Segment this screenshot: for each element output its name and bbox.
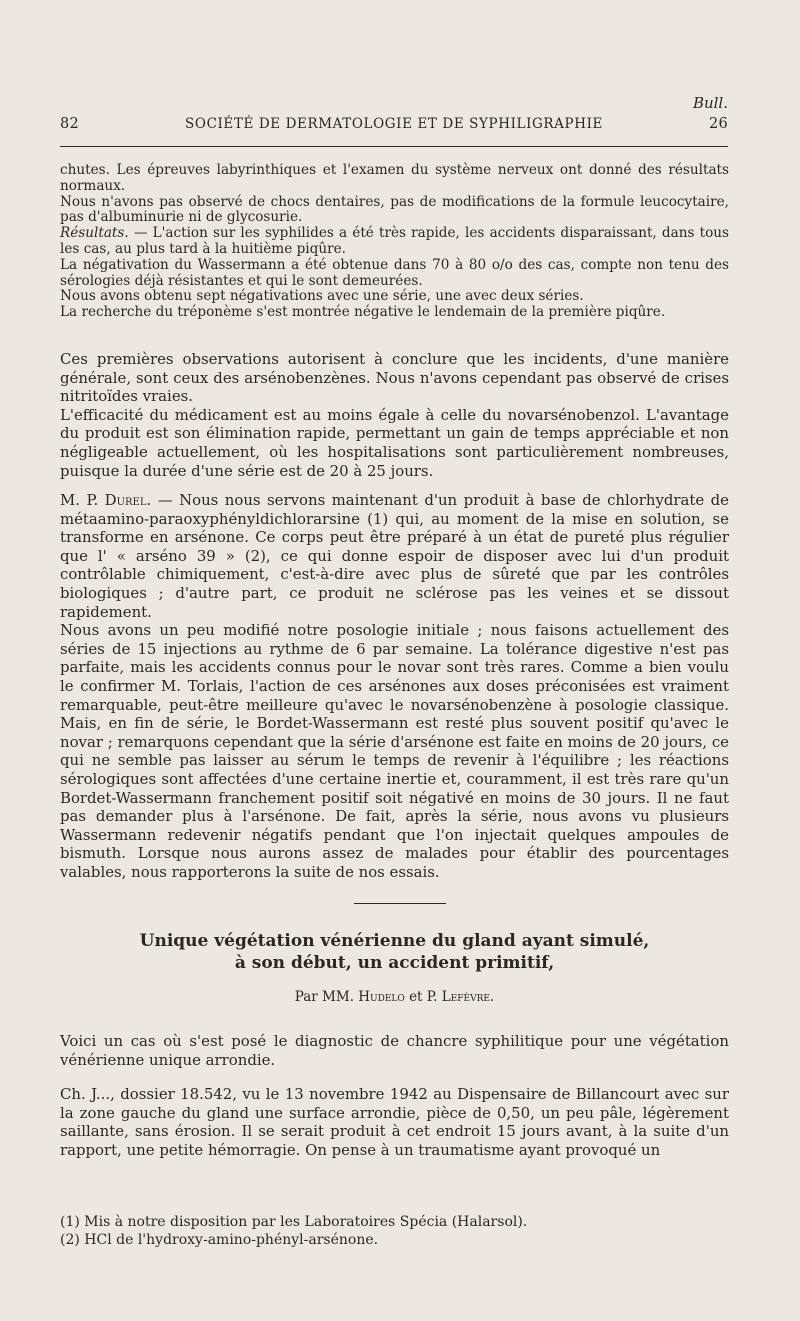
paragraph: Nous avons obtenu sept négativations avec une série, une avec deux séries. (60, 288, 584, 305)
paragraph (60, 226, 729, 258)
running-title: SOCIÉTÉ DE DERMATOLOGIE ET DE SYPHILIGRAPHIE (185, 116, 603, 132)
page-number: 82 (60, 116, 80, 132)
paragraph (60, 491, 729, 621)
footnotes (60, 1213, 729, 1249)
article-title (60, 930, 729, 974)
author-name: Lefèvre (441, 989, 490, 1005)
article-title-line: à son début, un accident primitif, (234, 953, 555, 973)
paragraph: Nous n'avons pas observé de chocs dentaires, pas de modifications de la formule leucocytaire, pas d'albuminurie ni de glycosurie. (60, 193, 729, 226)
paragraph: La négativation du Wassermann a été obtenue dans 70 à 80 o/o des cas, compte non tenu des sérologies déjà résistantes et qui le sont demeurées. (60, 256, 729, 289)
results-label: Résultats. (60, 225, 129, 242)
header-rule (60, 146, 728, 147)
paragraph: La recherche du tréponème s'est montrée négative le lendemain de la première piqûre. (60, 304, 666, 321)
footnote: (2) HCl de l'hydroxy-amino-phényl-arsénone. (60, 1232, 379, 1248)
paragraph: Nous avons un peu modifié notre posologie initiale ; nous faisons actuellement des séries de 15 injections au rythme de 6 par semaine. La tolérance digestive n'est pas parfaite, mais les accidents connus pour le novar sont très rares. Comme a bien voulu le confirmer M. Torlais, l'action de ces arsénones aux doses préconisées est vraiment remarquable, peut-être meilleure qu'avec le novarsénobenzène à posologie classique. Mais, en fin de série, le Bordet-Wassermann est resté plus souvent positif qu'avec le novar ; remarquons cependant que la série d'arsénone est faite en moins de 20 jours, ce qui ne semble pas laisser au sérum le temps de revenir à l'équilibre ; les réactions sérologiques sont affectées d'une certaine inertie et, couramment, il est très rare qu'un Bordet-Wassermann franchement positif soit négativé en moins de 30 jours. Il ne faut pas demander plus à l'arsénone. De fait, après la série, nous avons vu plusieurs Wassermann redevenir négatifs pendant que l'on injectait quelques ampoules de bismuth. Lorsque nous aurons assez de malades pour établir des pourcentages valables, nous rapporterons la suite de nos essais. (60, 621, 729, 881)
paragraph: chutes. Les épreuves labyrinthiques et l'examen du système nerveux ont donné des résultats normaux. (60, 162, 729, 194)
paragraph: Ch. J..., dossier 18.542, vu le 13 novembre 1942 au Dispensaire de Billancourt avec sur la zone gauche du gland une surface arrondie, pièce de 0,50, un peu pâle, légèrement saillante, sans érosion. Il se serait produit à cet endroit 15 jours avant, à la suite d'un rapport, une petite hémorragie. On pense à un traumatisme ayant provoqué un (60, 1085, 729, 1159)
article-body (60, 1032, 729, 1160)
byline-suffix: . (489, 989, 495, 1005)
paragraph: Voici un cas où s'est posé le diagnostic de chancre syphilitique pour une végétation vénérienne unique arrondie. (60, 1032, 729, 1069)
results-section (60, 163, 729, 321)
journal-abbreviation: Bull. (692, 94, 728, 112)
byline-mid: et P. (404, 989, 442, 1005)
author-name: Hudelo (358, 989, 405, 1005)
article-title-line: Unique végétation vénérienne du gland ayant simulé, (139, 931, 650, 951)
paragraph-text: — L'action sur les syphilides a été très rapide, les accidents disparaissant, dans tous les cas, au plus tard à la huitième piqûre. (60, 225, 729, 257)
section-separator (354, 903, 446, 904)
paragraph: Ces premières observations autorisent à conclure que les incidents, d'une manière générale, sont ceux des arsénobenzènes. Nous n'avons cependant pas observé de crises nitritoïdes vraies. (60, 350, 729, 406)
paragraph-text: — Nous nous servons maintenant d'un produit à base de chlorhydrate de métaamino-paraoxyphényldichlorarsine (1) qui, au moment de la mise en solution, se transforme en arsénone. Ce corps peut être préparé à un état de pureté plus régulier que l' « arséno 39 » (2), ce qui donne espoir de disposer avec lui d'un produit contrôlable chimiquement, c'est-à-dire avec plus de sûreté que par les contrôles biologiques ; d'autre part, ce produit ne sclérose pas les veines et se dissout rapidement. (60, 491, 729, 621)
footnote: (1) Mis à notre disposition par les Laboratoires Spécia (Halarsol). (60, 1214, 528, 1230)
issue-number: 26 (708, 116, 728, 132)
conclusion-section (60, 350, 729, 480)
paragraph: L'efficacité du médicament est au moins égale à celle du novarsénobenzol. L'avantage du produit est son élimination rapide, permettant un gain de temps appréciable et non négligeable actuellement, où les hospitalisations sont particulièrement nombreuses, puisque la durée d'une série est de 20 à 25 jours. (60, 405, 729, 480)
running-header (60, 116, 728, 138)
speaker-name: M. P. Durel. (60, 491, 152, 509)
durel-comment (60, 491, 729, 881)
byline-prefix: Par MM. (294, 989, 359, 1005)
byline (60, 989, 729, 1005)
